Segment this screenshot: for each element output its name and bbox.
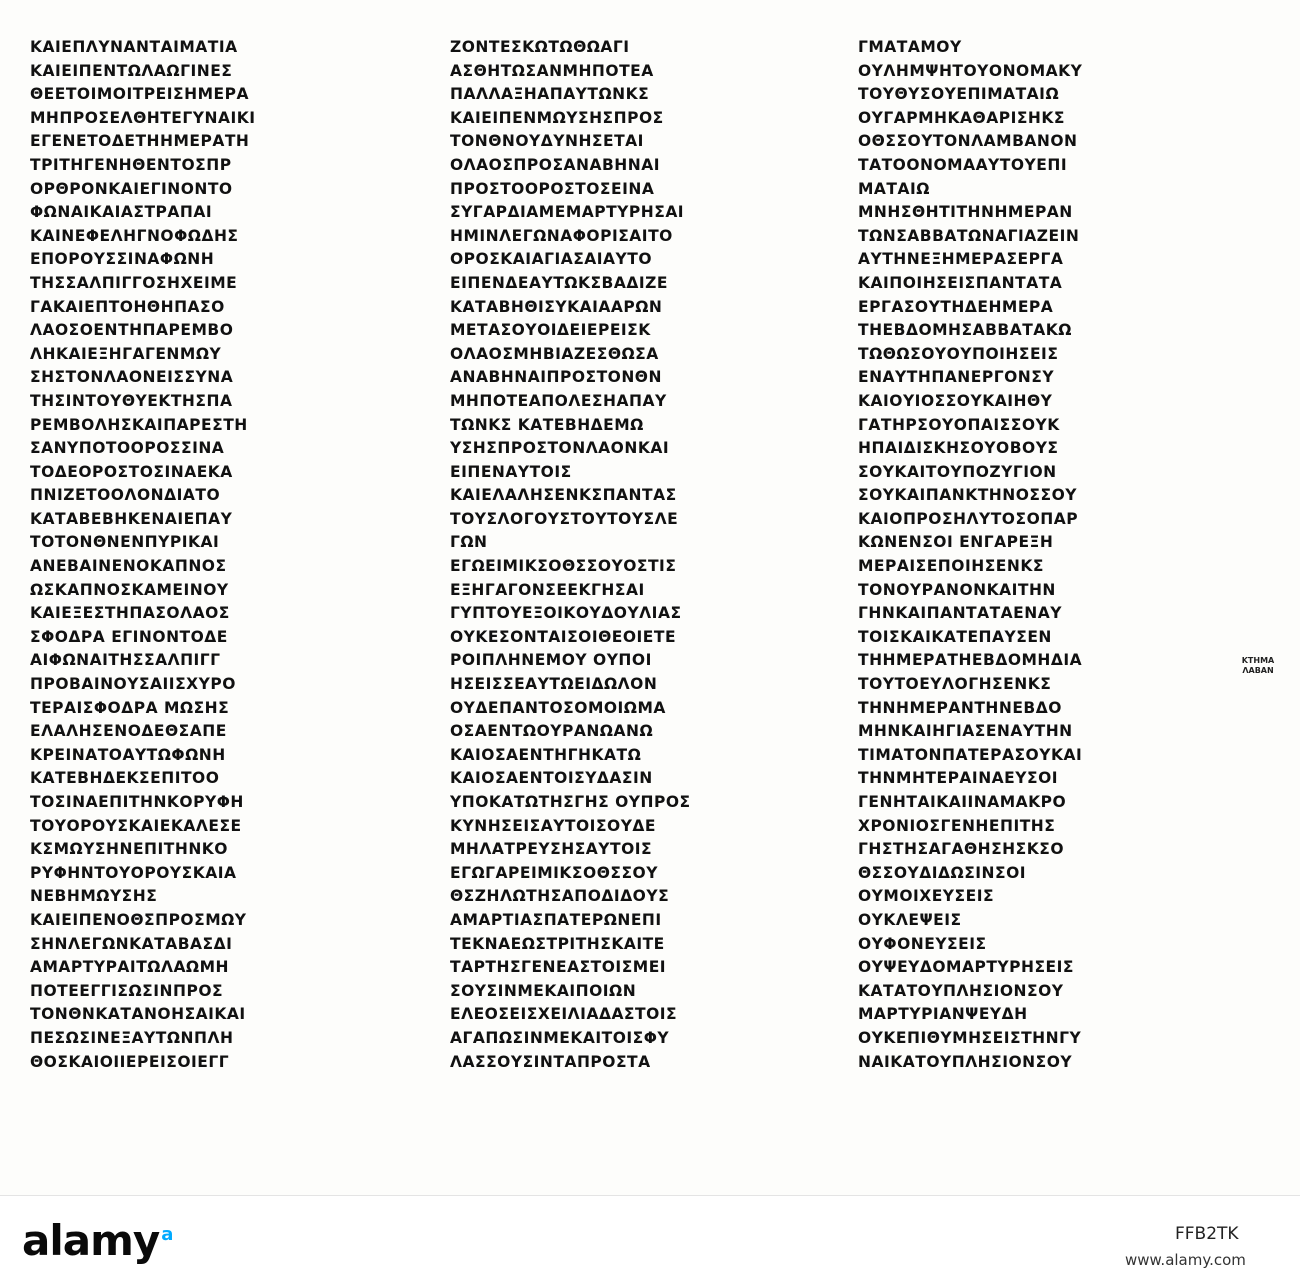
stock-watermark-bar (0, 1195, 1300, 1284)
manuscript-line: ΚΥΝΗΣΕΙΣΑΥΤΟΙΣΟΥΔΕ (450, 816, 657, 835)
manuscript-line: ΚΡΕΙΝΑΤΟΑΥΤΩΦΩΝΗ (30, 745, 226, 764)
manuscript-line: ΟΥΚΕΠΙΘΥΜΗΣΕΙΣΤΗΝΓΥ (858, 1028, 1082, 1047)
manuscript-line: ΚΑΙΟΥΙΟΣΣΟΥΚΑΙΗΘΥ (858, 391, 1053, 410)
manuscript-line: ΤΗΣΣΑΛΠΙΓΓΟΣΗΧΕΙΜΕ (30, 273, 238, 292)
manuscript-line: ΖΟΝΤΕΣΚΩΤΩΘΩΑΓΙ (450, 38, 630, 56)
manuscript-line: ΚΑΙΕΠΛΥΝΑΝΤΑΙΜΑΤΙΑ (30, 38, 238, 56)
manuscript-line: ΤΡΙΤΗΓΕΝΗΘΕΝΤΟΣΠΡ (30, 155, 232, 174)
manuscript-line: ΟΥΜΟΙΧΕΥΣΕΙΣ (858, 887, 995, 906)
manuscript-line: ΕΡΓΑΣΟΥΤΗΔΕΗΜΕΡΑ (858, 297, 1054, 316)
manuscript-line: ΓΥΠΤΟΥΕΞΟΙΚΟΥΔΟΥΛΙΑΣ (450, 604, 682, 623)
manuscript-line: ΚΑΙΝΕΦΕΛΗΓΝΟΦΩΔΗΣ (30, 226, 239, 245)
manuscript-line: ΕΠΟΡΟΥΣΣΙΝΑΦΩΝΗ (30, 250, 215, 269)
manuscript-line: ΠΟΤΕΕΓΓΙΣΩΣΙΝΠΡΟΣ (30, 981, 224, 1000)
manuscript-line: ΓΗΝΚΑΙΠΑΝΤΑΤΑΕΝΑΥ (858, 604, 1062, 623)
manuscript-line: ΜΕΡΑΙΣΕΠΟΙΗΣΕΝΚΣ (858, 557, 1044, 576)
manuscript-line: ΚΑΙΟΠΡΟΣΗΛΥΤΟΣΟΠΑΡ (858, 509, 1079, 528)
manuscript-line: ΥΣΗΣΠΡΟΣΤΟΝΛΑΟΝΚΑΙ (450, 439, 670, 458)
manuscript-line: ΣΟΥΚΑΙΠΑΝΚΤΗΝΟΣΣΟΥ (858, 486, 1077, 505)
manuscript-line: ΑΣΘΗΤΩΣΑΝΜΗΠΟΤΕΑ (450, 61, 654, 80)
manuscript-line: ΕΞΗΓΑΓΟΝΣΕΕΚΓΗΣΑΙ (450, 580, 645, 599)
manuscript-line: ΣΗΣΤΟΝΛΑΟΝΕΙΣΣΥΝΑ (30, 368, 234, 387)
manuscript-line: ΕΓΕΝΕΤΟΔΕΤΗΗΜΕΡΑΤΗ (30, 132, 250, 151)
manuscript-line: ΧΡΟΝΙΟΣΓΕΝΗΕΠΙΤΗΣ (858, 816, 1056, 835)
text-column-2 (450, 36, 820, 1074)
manuscript-line: ΦΩΝΑΙΚΑΙΑΣΤΡΑΠΑΙ (30, 203, 213, 222)
manuscript-line: ΤΕΡΑΙΣΦΟΔΡΑ ΜΩΣΗΣ (30, 698, 230, 717)
manuscript-line: ΤΟΥΤΟΕΥΛΟΓΗΣΕΝΚΣ (858, 675, 1052, 694)
manuscript-line: ΚΑΙΕΙΠΕΝΤΩΛΑΩΓΙΝΕΣ (30, 61, 233, 80)
manuscript-line: ΑΝΑΒΗΝΑΙΠΡΟΣΤΟΝΘΝ (450, 368, 662, 387)
manuscript-line: ΟΛΑΟΣΠΡΟΣΑΝΑΒΗΝΑΙ (450, 155, 661, 174)
manuscript-line: ΤΗΝΜΗΤΕΡΑΙΝΑΕΥΣΟΙ (858, 769, 1059, 788)
text-column-1 (30, 36, 400, 1074)
manuscript-line: ΚΑΙΕΙΠΕΝΜΩΥΣΗΣΠΡΟΣ (450, 108, 664, 127)
manuscript-line: ΚΑΙΠΟΙΗΣΕΙΣΠΑΝΤΑΤΑ (858, 273, 1063, 292)
manuscript-line: ΤΟΝΘΝΚΑΤΑΝΟΗΣΑΙΚΑΙ (30, 1005, 246, 1024)
manuscript-line: ΤΩΝΚΣ ΚΑΤΕΒΗΔΕΜΩ (450, 415, 644, 434)
manuscript-line: ΓΜΑΤΑΜΟΥ (858, 38, 962, 56)
manuscript-line: ΚΑΤΕΒΗΔΕΚΣΕΠΙΤΟΟ (30, 769, 220, 788)
manuscript-line: ΜΕΤΑΣΟΥΟΙΔΕΙΕΡΕΙΣΚ (450, 321, 651, 340)
manuscript-line: ΘΣΣΟΥΔΙΔΩΣΙΝΣΟΙ (858, 863, 1027, 882)
manuscript-line: ΡΟΙΠΛΗΝΕΜΟΥ ΟΥΠΟΙ (450, 651, 652, 670)
manuscript-line: ΟΥΚΛΕΨΕΙΣ (858, 910, 962, 929)
manuscript-line: ΚΑΤΑΒΗΘΙΣΥΚΑΙΑΑΡΩΝ (450, 297, 663, 316)
alamy-logo (22, 1216, 172, 1265)
manuscript-line: ΘΣΖΗΛΩΤΗΣΑΠΟΔΙΔΟΥΣ (450, 887, 670, 906)
manuscript-line: ΚΑΙΟΣΑΕΝΤΟΙΣΥΔΑΣΙΝ (450, 769, 653, 788)
manuscript-line: ΛΑΣΣΟΥΣΙΝΤΑΠΡΟΣΤΑ (450, 1052, 651, 1071)
manuscript-line: ΜΝΗΣΘΗΤΙΤΗΝΗΜΕΡΑΝ (858, 203, 1073, 222)
manuscript-line: ΚΑΙΟΣΑΕΝΤΗΓΗΚΑΤΩ (450, 745, 642, 764)
manuscript-line: ΕΝΑΥΤΗΠΑΝΕΡΓΟΝΣΥ (858, 368, 1055, 387)
manuscript-line: ΜΑΤΑΙΩ (858, 179, 930, 198)
manuscript-line: ΕΙΠΕΝΑΥΤΟΙΣ (450, 462, 572, 481)
manuscript-line: ΑΙΦΩΝΑΙΤΗΣΣΑΛΠΙΓΓ (30, 651, 221, 670)
manuscript-line: ΚΑΙΕΙΠΕΝΟΘΣΠΡΟΣΜΩΥ (30, 910, 247, 929)
manuscript-line: ΤΟΝΟΥΡΑΝΟΝΚΑΙΤΗΝ (858, 580, 1056, 599)
manuscript-line: ΡΕΜΒΟΛΗΣΚΑΙΠΑΡΕΣΤΗ (30, 415, 248, 434)
manuscript-line: ΤΗΝΗΜΕΡΑΝΤΗΝΕΒΔΟ (858, 698, 1062, 717)
image-id: FFB2TK (1175, 1224, 1239, 1244)
manuscript-line: ΤΗΗΜΕΡΑΤΗΕΒΔΟΜΗΔΙΑ (858, 651, 1083, 670)
manuscript-line: ΠΡΟΒΑΙΝΟΥΣΑΙΙΣΧΥΡΟ (30, 675, 236, 694)
margin-note-line: ΛΑΒΑΝ (1242, 666, 1274, 675)
manuscript-line: ΣΥΓΑΡΔΙΑΜΕΜΑΡΤΥΡΗΣΑΙ (450, 203, 685, 222)
margin-note (1228, 656, 1288, 676)
manuscript-line: ΟΡΘΡΟΝΚΑΙΕΓΙΝΟΝΤΟ (30, 179, 233, 198)
manuscript-line: ΑΜΑΡΤΙΑΣΠΑΤΕΡΩΝΕΠΙ (450, 910, 662, 929)
manuscript-line: ΤΟΥΟΡΟΥΣΚΑΙΕΚΑΛΕΣΕ (30, 816, 242, 835)
manuscript-line: ΘΕΕΤΟΙΜΟΙΤΡΕΙΣΗΜΕΡΑ (30, 85, 249, 104)
manuscript-line: ΚΑΤΑΒΕΒΗΚΕΝΑΙΕΠΑΥ (30, 509, 233, 528)
logo-text: alamy (22, 1216, 160, 1265)
manuscript-line: ΘΟΣΚΑΙΟΙΙΕΡΕΙΣΟΙΕΓΓ (30, 1052, 230, 1071)
manuscript-line: ΕΓΩΕΙΜΙΚΣΟΘΣΣΟΥΟΣΤΙΣ (450, 557, 677, 576)
manuscript-line: ΤΑΤΟΟΝΟΜΑΑΥΤΟΥΕΠΙ (858, 155, 1068, 174)
manuscript-line: ΥΠΟΚΑΤΩΤΗΣΓΗΣ ΟΥΠΡΟΣ (450, 793, 691, 811)
manuscript-line: ΩΣΚΑΠΝΟΣΚΑΜΕΙΝΟΥ (30, 580, 229, 599)
manuscript-line: ΤΩΘΩΣΟΥΟΥΠΟΙΗΣΕΙΣ (858, 344, 1059, 363)
manuscript-line: ΑΜΑΡΤΥΡΑΙΤΩΛΑΩΜΗ (30, 958, 230, 977)
manuscript-line: ΜΑΡΤΥΡΙΑΝΨΕΥΔΗ (858, 1005, 1028, 1024)
manuscript-line: ΠΝΙΖΕΤΟΟΛΟΝΔΙΑΤΟ (30, 486, 221, 505)
manuscript-line: ΓΑΚΑΙΕΠΤΟΗΘΗΠΑΣΟ (30, 297, 225, 316)
manuscript-line: ΣΟΥΚΑΙΤΟΥΠΟΖΥΓΙΟΝ (858, 462, 1057, 481)
manuscript-line: ΜΗΠΡΟΣΕΛΘΗΤΕΓΥΝΑΙΚΙ (30, 108, 256, 127)
manuscript-line: ΛΗΚΑΙΕΞΗΓΑΓΕΝΜΩΥ (30, 344, 222, 363)
manuscript-line: ΟΘΣΣΟΥΤΟΝΛΑΜΒΑΝΟΝ (858, 132, 1078, 151)
manuscript-line: ΤΗΕΒΔΟΜΗΣΑΒΒΑΤΑΚΩ (858, 321, 1072, 340)
manuscript-line: ΠΕΣΩΣΙΝΕΞΑΥΤΩΝΠΛΗ (30, 1028, 234, 1047)
manuscript-line: ΠΡΟΣΤΟΟΡΟΣΤΟΣΕΙΝΑ (450, 179, 655, 198)
manuscript-line: ΝΑΙΚΑΤΟΥΠΛΗΣΙΟΝΣΟΥ (858, 1052, 1073, 1071)
manuscript-line: ΤΗΣΙΝΤΟΥΘΥΕΚΤΗΣΠΑ (30, 391, 233, 410)
manuscript-line: ΣΦΟΔΡΑ ΕΓΙΝΟΝΤΟΔΕ (30, 627, 228, 646)
manuscript-line: ΟΥΨΕΥΔΟΜΑΡΤΥΡΗΣΕΙΣ (858, 958, 1074, 977)
manuscript-line: ΚΣΜΩΥΣΗΝΕΠΙΤΗΝΚΟ (30, 840, 228, 859)
manuscript-line: ΜΗΛΑΤΡΕΥΣΗΣΑΥΤΟΙΣ (450, 840, 653, 859)
manuscript-line: ΚΑΙΕΛΑΛΗΣΕΝΚΣΠΑΝΤΑΣ (450, 486, 677, 505)
manuscript-line: ΠΑΛΛΑΞΗΑΠΑΥΤΩΝΚΣ (450, 85, 650, 104)
manuscript-line: ΟΥΚΕΣΟΝΤΑΙΣΟΙΘΕΟΙΕΤΕ (450, 627, 677, 646)
manuscript-line: ΑΥΤΗΝΕΞΗΜΕΡΑΣΕΡΓΑ (858, 250, 1064, 269)
manuscript-line: ΤΙΜΑΤΟΝΠΑΤΕΡΑΣΟΥΚΑΙ (858, 745, 1083, 764)
manuscript-line: ΑΝΕΒΑΙΝΕΝΟΚΑΠΝΟΣ (30, 557, 227, 576)
manuscript-line: ΟΛΑΟΣΜΗΒΙΑΖΕΣΘΩΣΑ (450, 344, 659, 363)
manuscript-line: ΣΗΝΛΕΓΩΝΚΑΤΑΒΑΣΔΙ (30, 934, 233, 953)
manuscript-line: ΕΛΕΟΣΕΙΣΧΕΙΛΙΑΔΑΣΤΟΙΣ (450, 1005, 678, 1024)
manuscript-line: ΚΩΝΕΝΣΟΙ ΕΝΓΑΡΕΞΗ (858, 533, 1054, 552)
manuscript-line: ΚΑΤΑΤΟΥΠΛΗΣΙΟΝΣΟΥ (858, 981, 1064, 1000)
manuscript-line: ΟΥΔΕΠΑΝΤΟΣΟΜΟΙΩΜΑ (450, 698, 666, 717)
manuscript-line: ΟΣΑΕΝΤΩΟΥΡΑΝΩΑΝΩ (450, 722, 654, 741)
manuscript-line: ΟΡΟΣΚΑΙΑΓΙΑΣΑΙΑΥΤΟ (450, 250, 653, 269)
manuscript-line: ΛΑΟΣΟΕΝΤΗΠΑΡΕΜΒΟ (30, 321, 234, 340)
manuscript-line: ΤΟΣΙΝΑΕΠΙΤΗΝΚΟΡΥΦΗ (30, 793, 244, 811)
site-url: www.alamy.com (1125, 1251, 1246, 1269)
manuscript-line: ΤΟΥΘΥΣΟΥΕΠΙΜΑΤΑΙΩ (858, 85, 1060, 104)
manuscript-line: ΣΑΝΥΠΟΤΟΟΡΟΣΣΙΝΑ (30, 439, 225, 458)
manuscript-line: ΤΟΙΣΚΑΙΚΑΤΕΠΑΥΣΕΝ (858, 627, 1052, 646)
manuscript-line: ΤΟΝΘΝΟΥΔΥΝΗΣΕΤΑΙ (450, 132, 644, 151)
manuscript-line: ΕΓΩΓΑΡΕΙΜΙΚΣΟΘΣΣΟΥ (450, 863, 658, 882)
manuscript-line: ΗΜΙΝΛΕΓΩΝΑΦΟΡΙΣΑΙΤΟ (450, 226, 673, 245)
manuscript-line: ΓΩΝ (450, 533, 488, 552)
manuscript-line: ΤΑΡΤΗΣΓΕΝΕΑΣΤΟΙΣΜΕΙ (450, 958, 667, 977)
manuscript-line: ΜΗΝΚΑΙΗΓΙΑΣΕΝΑΥΤΗΝ (858, 722, 1073, 741)
manuscript-line: ΟΥΦΟΝΕΥΣΕΙΣ (858, 934, 987, 953)
manuscript-line: ΣΟΥΣΙΝΜΕΚΑΙΠΟΙΩΝ (450, 981, 637, 1000)
manuscript-line: ΡΥΦΗΝΤΟΥΟΡΟΥΣΚΑΙΑ (30, 863, 237, 882)
manuscript-line: ΓΕΝΗΤΑΙΚΑΙΙΝΑΜΑΚΡΟ (858, 793, 1067, 811)
margin-note-line: ΚΤΗΜΑ (1241, 656, 1275, 665)
manuscript-line: ΗΣΕΙΣΣΕΑΥΤΩΕΙΔΩΛΟΝ (450, 675, 658, 694)
manuscript-line: ΓΑΤΗΡΣΟΥΟΠΑΙΣΣΟΥΚ (858, 415, 1060, 434)
manuscript-line: ΚΑΙΕΞΕΣΤΗΠΑΣΟΛΑΟΣ (30, 604, 230, 623)
manuscript-line: ΟΥΛΗΜΨΗΤΟΥΟΝΟΜΑΚΥ (858, 61, 1083, 80)
manuscript-line: ΤΟΥΣΛΟΓΟΥΣΤΟΥΤΟΥΣΛΕ (450, 509, 679, 528)
manuscript-line: ΗΠΑΙΔΙΣΚΗΣΟΥΟΒΟΥΣ (858, 439, 1059, 458)
manuscript-line: ΤΟΤΟΝΘΝΕΝΠΥΡΙΚΑΙ (30, 533, 220, 552)
manuscript-line: ΕΛΑΛΗΣΕΝΟΔΕΘΣΑΠΕ (30, 722, 227, 741)
text-column-3 (858, 36, 1218, 1074)
manuscript-line: ΓΗΣΤΗΣΑΓΑΘΗΣΗΣΚΣΟ (858, 840, 1065, 859)
manuscript-line: ΟΥΓΑΡΜΗΚΑΘΑΡΙΣΗΚΣ (858, 108, 1065, 127)
logo-mark-icon: a (161, 1224, 173, 1245)
manuscript-line: ΤΟΔΕΟΡΟΣΤΟΣΙΝΑΕΚΑ (30, 462, 233, 481)
manuscript-line: ΝΕΒΗΜΩΥΣΗΣ (30, 887, 158, 906)
manuscript-line: ΤΩΝΣΑΒΒΑΤΩΝΑΓΙΑΖΕΙΝ (858, 226, 1080, 245)
manuscript-line: ΜΗΠΟΤΕΑΠΟΛΕΣΗΑΠΑΥ (450, 391, 667, 410)
manuscript-line: ΕΙΠΕΝΔΕΑΥΤΩΚΣΒΑΔΙΖΕ (450, 273, 668, 292)
manuscript-line: ΤΕΚΝΑΕΩΣΤΡΙΤΗΣΚΑΙΤΕ (450, 934, 665, 953)
manuscript-line: ΑΓΑΠΩΣΙΝΜΕΚΑΙΤΟΙΣΦΥ (450, 1028, 670, 1047)
